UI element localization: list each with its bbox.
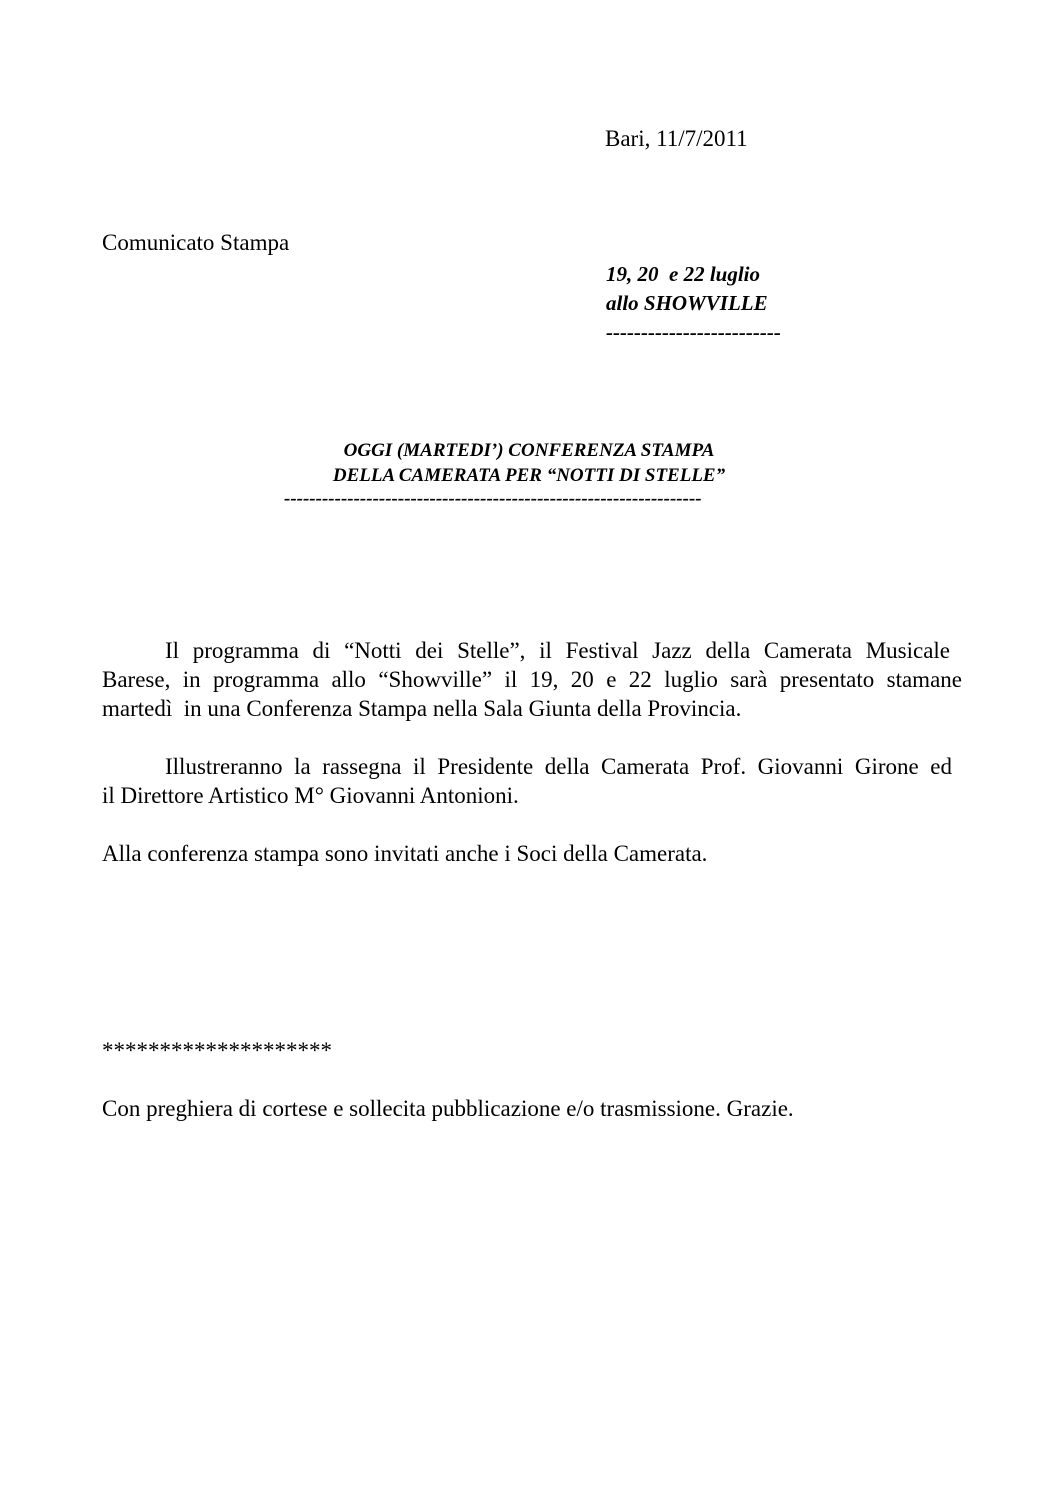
closing-note: Con preghiera di cortese e sollecita pubblicazione e/o trasmissione. Grazie. [102,1096,794,1121]
date-line: Bari, 11/7/2011 [605,126,748,151]
body-paragraph-3 [102,839,962,868]
body-paragraph-1 [102,636,962,723]
paragraph-line: martedì in una Conferenza Stampa nella Sala Giunta della Provincia. [102,696,742,721]
separator-stars: ******************** [102,1038,332,1063]
document-type: Comunicato Stampa [102,230,290,255]
headline-rule: ------------------------------------------------------------------ [284,488,702,509]
event-rule: ------------------------- [606,320,781,344]
event-dates: 19, 20 e 22 luglio [606,262,761,286]
headline-line-2: DELLA CAMERATA PER “NOTTI DI STELLE” [332,465,726,486]
headline [0,438,1058,488]
event-venue: allo SHOWVILLE [606,291,768,315]
paragraph-line: Illustreranno la rassegna il Presidente della Camerata Prof. Giovanni Girone ed [165,754,952,779]
paragraph-line: il Direttore Artistico M° Giovanni Antonioni. [102,783,519,808]
body-paragraph-2 [102,752,962,810]
paragraph-line: Alla conferenza stampa sono invitati anche i Soci della Camerata. [102,841,708,866]
paragraph-line: Il programma di “Notti dei Stelle”, il Festival Jazz della Camerata Musicale [165,638,950,663]
headline-line-1: OGGI (MARTEDI’) CONFERENZA STAMPA [343,440,715,461]
event-info [606,260,781,347]
paragraph-line: Barese, in programma allo “Showville” il 19, 20 e 22 luglio sarà presentato stamane [102,667,962,692]
